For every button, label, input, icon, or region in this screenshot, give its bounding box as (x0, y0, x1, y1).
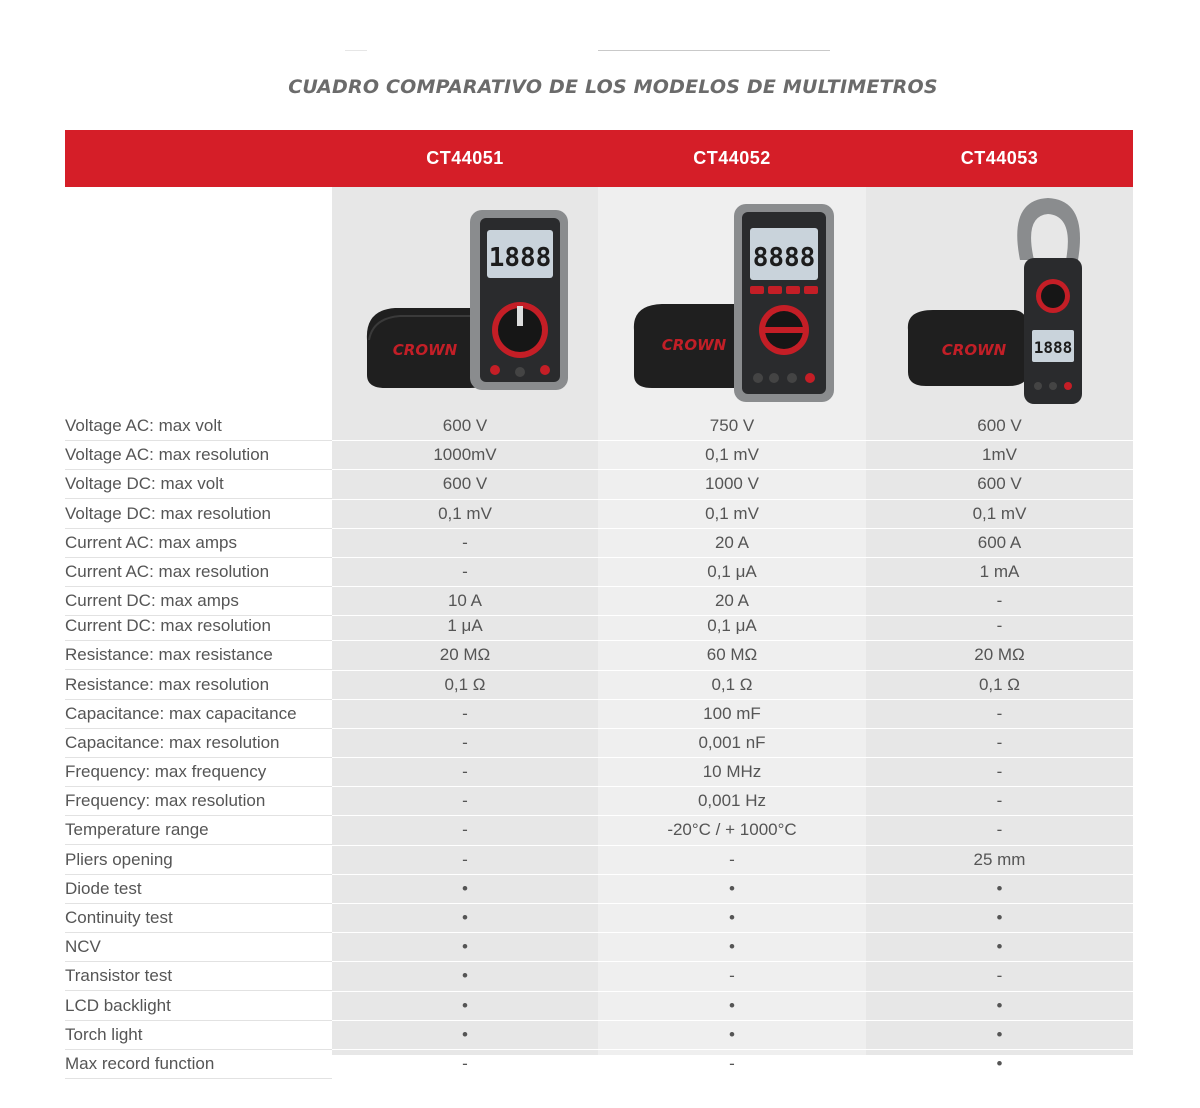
spec-value-ct44052: • (729, 908, 735, 927)
spec-label: Voltage AC: max volt (65, 412, 332, 441)
spec-value-ct44053: • (996, 878, 1003, 898)
table-row (65, 904, 1133, 933)
multimeter-ct44051-image (355, 190, 575, 412)
spec-value-ct44052: 750 V (709, 416, 755, 435)
top-divider-short (345, 50, 367, 51)
table-row (65, 700, 1133, 729)
model-header-2: CT44052 (693, 148, 771, 168)
spec-label: Voltage AC: max resolution (65, 441, 332, 470)
spec-value-ct44053: • (996, 1024, 1003, 1044)
spec-value-ct44051: - (462, 820, 468, 840)
spec-value-ct44053: - (996, 791, 1003, 811)
clamp-meter-ct44053-image (888, 190, 1108, 412)
svg-text:1888: 1888 (488, 243, 552, 273)
spec-value-ct44051: 0,1 Ω (444, 674, 486, 694)
spec-value-ct44053: - (996, 616, 1003, 636)
spec-value-ct44051: 1 μA (447, 616, 483, 636)
spec-label: LCD backlight (65, 992, 332, 1021)
spec-value-ct44052: • (729, 937, 735, 957)
spec-label: Voltage DC: max volt (65, 470, 332, 499)
spec-value-ct44052: 100 mF (703, 703, 761, 723)
spec-label: Diode test (65, 875, 332, 904)
spec-value-ct44052: 0,1 mV (705, 445, 759, 465)
spec-label: Max record function (65, 1050, 332, 1079)
spec-label: NCV (65, 933, 332, 962)
spec-value-ct44051: 600 V (442, 474, 488, 494)
spec-value-ct44051: - (462, 849, 468, 869)
spec-value-ct44052: 0,001 nF (698, 732, 766, 752)
spec-value-ct44052: 0,1 μA (707, 561, 757, 581)
spec-value-ct44051: - (462, 1053, 468, 1073)
clamp-meter-icon (888, 190, 1108, 412)
model-header-3: CT44053 (960, 148, 1039, 168)
spec-value-ct44053: - (996, 966, 1003, 986)
svg-text:1888: 1888 (1033, 338, 1073, 357)
spec-value-ct44052: 0,1 μA (707, 616, 757, 636)
table-row (65, 616, 1133, 641)
spec-value-ct44052: -20°C / + 1000°C (667, 820, 797, 840)
spec-value-ct44052: 1000 V (705, 474, 759, 494)
spec-value-ct44052: 0,001 Hz (697, 791, 767, 811)
table-row (65, 1050, 1133, 1079)
table-row (65, 1021, 1133, 1050)
digital-multimeter-icon (622, 190, 842, 412)
spec-value-ct44052: 60 MΩ (706, 645, 758, 665)
spec-value-ct44053: 25 mm (973, 849, 1026, 869)
spec-value-ct44053: - (996, 591, 1003, 611)
spec-value-ct44051: - (462, 703, 468, 723)
table-row (65, 558, 1133, 587)
spec-value-ct44053: 600 A (977, 532, 1022, 552)
spec-label: Resistance: max resistance (65, 641, 332, 670)
spec-value-ct44051: - (462, 561, 468, 581)
spec-value-ct44052: - (729, 966, 735, 986)
spec-value-ct44051: • (462, 908, 468, 927)
spec-label: Resistance: max resolution (65, 671, 332, 700)
spec-value-ct44051: 1000mV (433, 445, 497, 465)
spec-value-ct44051: • (462, 937, 468, 957)
spec-label: Voltage DC: max resolution (65, 500, 332, 529)
table-row (65, 441, 1133, 470)
spec-value-ct44053: - (996, 703, 1003, 723)
top-divider (598, 50, 830, 51)
spec-label: Current AC: max resolution (65, 558, 332, 587)
spec-label: Temperature range (65, 816, 332, 845)
spec-value-ct44052: • (729, 878, 735, 898)
table-row (65, 758, 1133, 787)
spec-value-ct44053: 0,1 mV (972, 503, 1027, 523)
svg-text:8888: 8888 (752, 243, 816, 273)
spec-label: Transistor test (65, 962, 332, 991)
spec-label: Current DC: max resolution (65, 616, 332, 641)
spec-label: Current AC: max amps (65, 529, 332, 558)
spec-value-ct44053: - (996, 732, 1003, 752)
spec-value-ct44053: 1mV (982, 445, 1017, 465)
spec-label: Pliers opening (65, 846, 332, 875)
spec-value-ct44051: 20 MΩ (439, 645, 491, 665)
spec-value-ct44052: • (729, 1024, 735, 1044)
table-row (65, 671, 1133, 700)
table-row (65, 529, 1133, 558)
spec-value-ct44052: 10 MHz (702, 762, 762, 782)
table-row (65, 816, 1133, 845)
table-row (65, 641, 1133, 670)
spec-value-ct44051: - (462, 532, 468, 552)
spec-value-ct44051: - (462, 791, 468, 811)
table-row (65, 587, 1133, 616)
spec-value-ct44051: • (462, 1024, 468, 1044)
spec-label: Continuity test (65, 904, 332, 933)
spec-value-ct44053: • (996, 937, 1003, 957)
spec-value-ct44051: • (462, 966, 468, 986)
spec-value-ct44052: 20 A (714, 532, 750, 552)
table-row (65, 470, 1133, 499)
spec-label: Capacitance: max resolution (65, 729, 332, 758)
table-row (65, 933, 1133, 962)
spec-value-ct44052: - (729, 849, 735, 869)
spec-value-ct44053: 0,1 Ω (978, 674, 1021, 694)
spec-label: Capacitance: max capacitance (65, 700, 332, 729)
spec-value-ct44052: - (729, 1053, 735, 1073)
spec-label: Frequency: max frequency (65, 758, 332, 787)
spec-value-ct44053: • (996, 995, 1003, 1015)
table-header (65, 130, 1133, 187)
spec-value-ct44053: - (996, 762, 1003, 782)
table-row (65, 787, 1133, 816)
page-title: CUADRO COMPARATIVO DE LOS MODELOS DE MULTIMETROS (288, 76, 938, 98)
model-header-1: CT44051 (426, 148, 504, 168)
table-row (65, 412, 1133, 441)
spec-value-ct44051: • (462, 995, 468, 1015)
table-row (65, 729, 1133, 758)
spec-value-ct44051: - (462, 762, 468, 782)
spec-value-ct44052: 0,1 Ω (711, 674, 753, 694)
spec-value-ct44051: • (462, 878, 468, 898)
digital-multimeter-icon (355, 190, 575, 412)
svg-text:CROWN: CROWN (661, 336, 727, 354)
spec-value-ct44053: - (996, 820, 1003, 840)
spec-value-ct44053: 600 V (977, 474, 1022, 494)
spec-value-ct44051: 0,1 mV (438, 503, 492, 523)
spec-label: Current DC: max amps (65, 587, 332, 616)
spec-value-ct44053: 1 mA (979, 561, 1020, 581)
table-row (65, 962, 1133, 991)
spec-value-ct44053: • (996, 908, 1003, 927)
svg-text:CROWN: CROWN (941, 341, 1007, 359)
spec-value-ct44053: • (996, 1053, 1003, 1073)
spec-value-ct44051: 10 A (447, 591, 483, 611)
table-row (65, 875, 1133, 904)
spec-label: Frequency: max resolution (65, 787, 332, 816)
spec-value-ct44053: 600 V (977, 416, 1022, 435)
spec-label: Torch light (65, 1021, 332, 1050)
spec-value-ct44051: 600 V (442, 416, 488, 435)
table-row (65, 846, 1133, 875)
spec-rows (65, 412, 1133, 1079)
spec-value-ct44052: • (729, 995, 735, 1015)
spec-value-ct44052: 20 A (714, 591, 750, 611)
svg-text:CROWN: CROWN (392, 341, 458, 359)
spec-value-ct44053: 20 MΩ (974, 645, 1025, 665)
spec-value-ct44052: 0,1 mV (705, 503, 759, 523)
table-row (65, 992, 1133, 1021)
spec-value-ct44051: - (462, 732, 468, 752)
multimeter-ct44052-image (622, 190, 842, 412)
table-row (65, 500, 1133, 529)
